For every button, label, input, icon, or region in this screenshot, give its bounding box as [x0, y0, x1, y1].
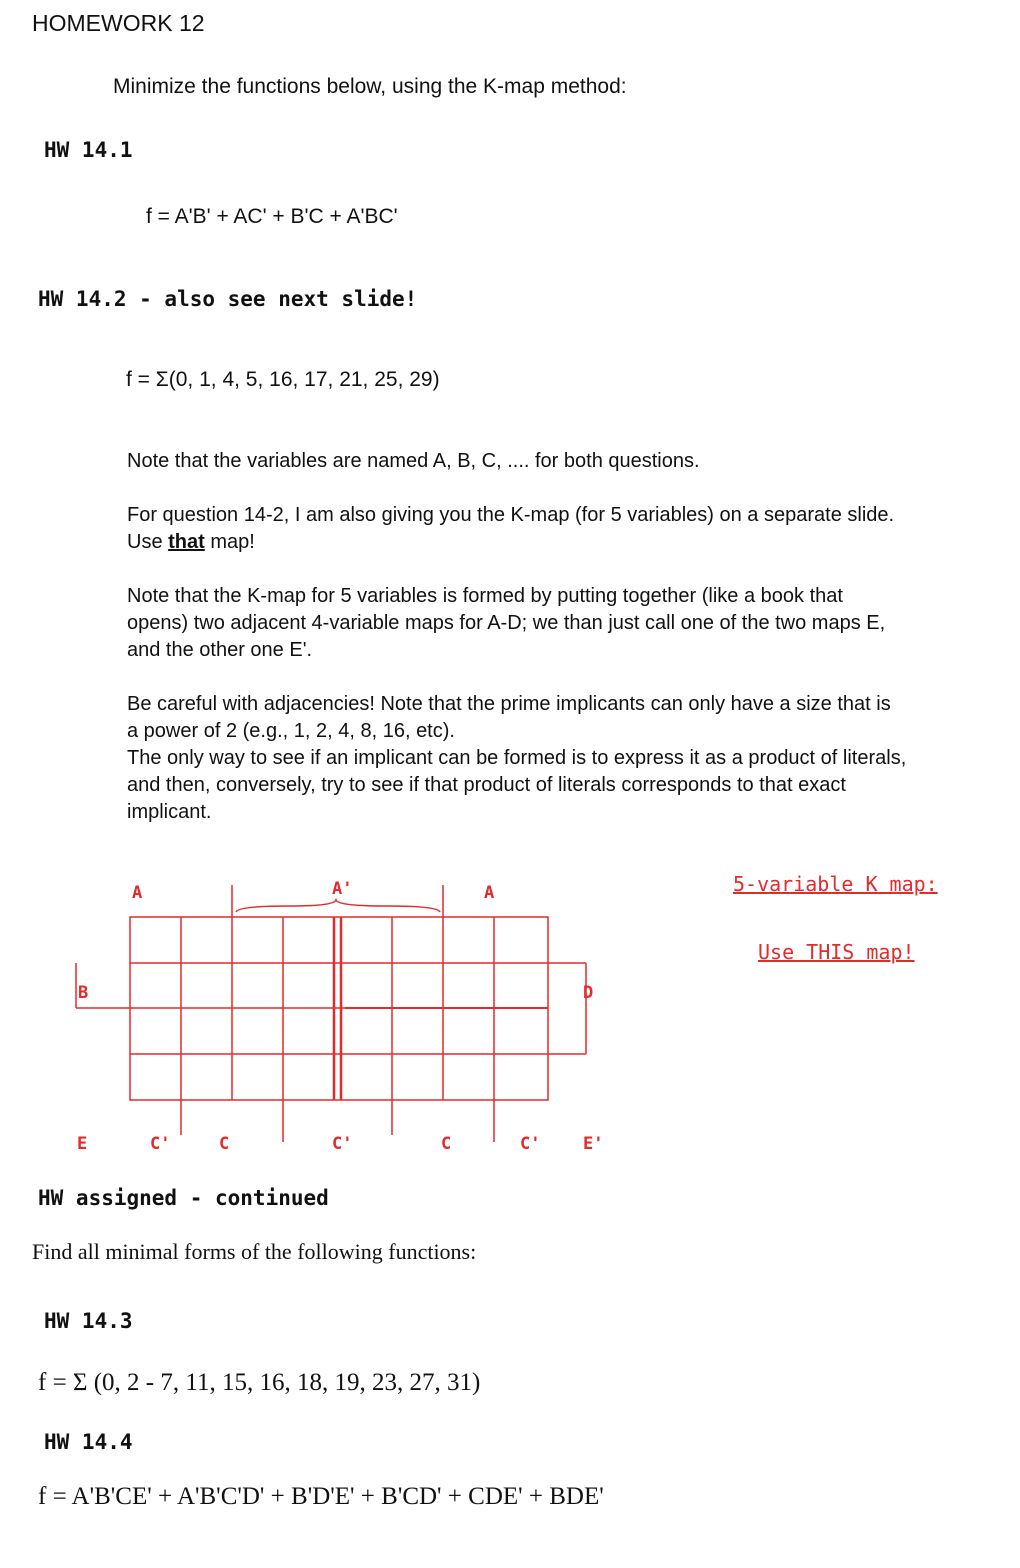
kmap-label-b: B	[78, 983, 89, 1003]
kmap-label-e: E	[77, 1134, 88, 1154]
hw-14-3-formula: f = Σ (0, 2 - 7, 11, 15, 16, 18, 19, 23, 27, 31)	[38, 1369, 481, 1396]
hw-14-2-formula: f = Σ(0, 1, 4, 5, 16, 17, 21, 25, 29)	[126, 368, 440, 391]
continued-label: HW assigned - continued	[38, 1186, 329, 1210]
note-kmap-slide	[127, 502, 907, 556]
intro-text: Minimize the functions below, using the K-map method:	[113, 75, 627, 98]
kmap-label-c-1: C	[219, 1134, 230, 1154]
kmap-side-title: 5-variable K map:	[733, 872, 938, 896]
kmap-side-subtitle: Use THIS map!	[758, 940, 915, 964]
kmap-label-c-prime-1: C'	[150, 1134, 171, 1154]
note-adjacencies-1: Be careful with adjacencies! Note that the prime implicants can only have a size that is a power of 2 (e.g., 1, 2, 4, 8, 16, etc).	[127, 693, 891, 742]
kmap-label-a-prime: A'	[332, 879, 353, 899]
hw-14-4-label: HW 14.4	[44, 1430, 133, 1454]
note-adjacencies	[127, 691, 907, 826]
note-kmap-slide-c: map!	[204, 531, 255, 553]
kmap-a-prime-brace	[236, 900, 440, 912]
kmap-label-c-prime-3: C'	[520, 1134, 541, 1154]
note-adjacencies-2: The only way to see if an implicant can be formed is to express it as a product of literals, and then, conversely, try to see if that product of literals corresponds to that exact implicant.	[127, 747, 907, 823]
kmap-label-a-right: A	[484, 883, 495, 903]
kmap-label-d: D	[583, 983, 594, 1003]
kmap-label-a-left: A	[132, 883, 143, 903]
kmap-label-c-2: C	[441, 1134, 452, 1154]
kmap-label-e-prime: E'	[583, 1134, 604, 1154]
hw-14-1-label: HW 14.1	[44, 138, 133, 162]
note-kmap-slide-a: For question 14-2, I am also giving you the K-map (for 5 variables) on a separate slide. Use	[127, 504, 895, 553]
hw-14-3-label: HW 14.3	[44, 1309, 133, 1333]
hw-14-4-formula: f = A'B'CE' + A'B'C'D' + B'D'E' + B'CD' + CDE' + BDE'	[38, 1483, 604, 1510]
note-kmap-slide-emphasis: that	[168, 531, 205, 553]
hw-14-1-formula: f = A'B' + AC' + B'C + A'BC'	[146, 205, 398, 228]
continued-instruction: Find all minimal forms of the following functions:	[32, 1239, 477, 1264]
note-variables: Note that the variables are named A, B, C, .... for both questions.	[127, 450, 700, 472]
note-5var-kmap: Note that the K-map for 5 variables is formed by putting together (like a book that opens) two adjacent 4-variable maps for A-D; we than just call one of the two maps E, and the other one E'.	[127, 585, 886, 661]
page-title: HOMEWORK 12	[32, 10, 205, 36]
kmap-diagram	[0, 860, 1020, 1190]
hw-14-2-label: HW 14.2 - also see next slide!	[38, 287, 418, 311]
kmap-label-c-prime-2: C'	[332, 1134, 353, 1154]
